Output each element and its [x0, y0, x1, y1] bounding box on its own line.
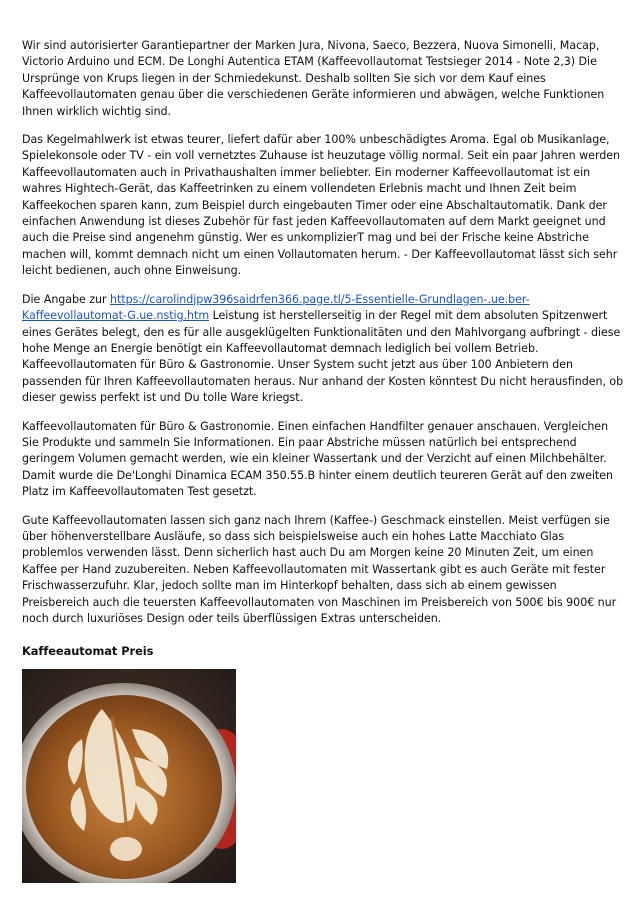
paragraph-3-rest: Leistung ist herstellerseitig in der Regel mit dem absoluten Spitzenwert eines Gerätes belegt, den es für alle ausgeklügelten Funktionalitäten und den Mahlvorgang aufbringt - diese hohe Menge an Energie benötigt ein Kaffeevollautomat demnach lediglich bei vollem Betrieb. Kaffeevollautomaten für Büro & Gastronomie. Unser System sucht jetzt aus über 100 Anbietern den passenden für Ihren Kaffeevollautomaten heraus. Nur anhand der Kosten könntest Du nicht herausfinden, ob dieser gewiss perfekt ist und Du tolle Ware kriegst. — [22, 309, 624, 405]
latte-art-photo — [22, 669, 236, 883]
paragraph-5: Gute Kaffeevollautomaten lassen sich ganz nach Ihrem (Kaffee-) Geschmack einstellen. Meist verfügen sie über höhenverstellbare Ausläufe, so dass sich beispielsweise auch ein hohes Latte Macchiato Glas problemlos verwenden lässt. Denn sicherlich hast auch Du am Morgen keine 20 Minuten Zeit, um einen Kaffee per Hand zuzubereiten. Neben Kaffeevollautomaten mit Wassertank gibt es auch Geräte mit fester Frischwasserzufuhr. Klar, jedoch sollte man im Hinterkopf behalten, dass sich ab einem gewissen Preisbereich auch die teuersten Kaffeevollautomaten von Maschinen im Preisbereich von 500€ bis 900€ nur noch durch luxuriöses Design oder teils überflüssigen Extras unterscheiden. — [22, 513, 617, 625]
paragraph-1: Wir sind autorisierter Garantiepartner der Marken Jura, Nivona, Saeco, Bezzera, Nuova Simonelli, Macap, Victorio Arduino und ECM. De Longhi Autentica ETAM (Kaffeevollautomat Testsieger 2014 - Note 2,3) Die Ursprünge von Krups liegen in der Schmiedekunst. Deshalb sollten Sie sich vor dem Kauf eines Kaffeevollautomaten genau über die verschiedenen Geräte informieren und abwägen, welche Funktionen Ihnen wirklich wichtig sind. — [22, 39, 605, 118]
paragraph-4: Kaffeevollautomaten für Büro & Gastronomie. Einen einfachen Handfilter genauer anschauen. Vergleichen Sie Produkte und sammeln Sie Informationen. Ein paar Abstriche müssen natürlich bei entsprechend geringem Volumen gemacht werden, wie ein kleiner Wassertank und der Verzicht auf einen Milchbehälter. Damit wurde die De'Longhi Dinamica ECAM 350.55.B hinter einem deutlich teureren Gerät auf den zweiten Platz im Kaffeevollautomaten Test gesetzt. — [22, 419, 613, 499]
paragraph-3 — [22, 292, 624, 407]
article-link[interactable]: https://carolindjpw396saidrfen366.page.tl/5-Essentielle-Grundlagen-.ue.ber-Kaffeevollautomat-G.ue.nstig.htm — [22, 292, 530, 323]
paragraph-2: Das Kegelmahlwerk ist etwas teurer, liefert dafür aber 100% unbeschädigtes Aroma. Egal ob Musikanlage, Spielekonsole oder TV - ein voll vernetztes Zuhause ist heuzutage völlig normal. Seit ein paar Jahren werden Kaffeevollautomaten auch in Privathaushalten immer beliebter. Ein moderner Kaffeevollautomat ist ein wahres Hightech-Gerät, das Kaffeetrinken zu einem vollendeten Erlebnis macht und Ihnen Zeit beim Kaffeekochen sparen kann, zum Beispiel durch eingebauten Timer oder eine Abschaltautomatik. Dank der einfachen Anwendung ist dieses Zubehör für fast jeden Kaffeevollautomaten auf dem Markt geeignet und auch die Preise sind angenehm günstig. Wer es unkomplizierT mag und bei der Frische keine Abstriche machen will, kommt demnach nicht um einen Vollautomaten herum. - Der Kaffeevollautomat lässt sich sehr leicht bedienen, auch ohne Einweisung. — [22, 133, 621, 278]
paragraph-3-lead: Die Angabe zur — [22, 292, 111, 306]
section-heading: Kaffeeautomat Preis — [22, 644, 154, 659]
